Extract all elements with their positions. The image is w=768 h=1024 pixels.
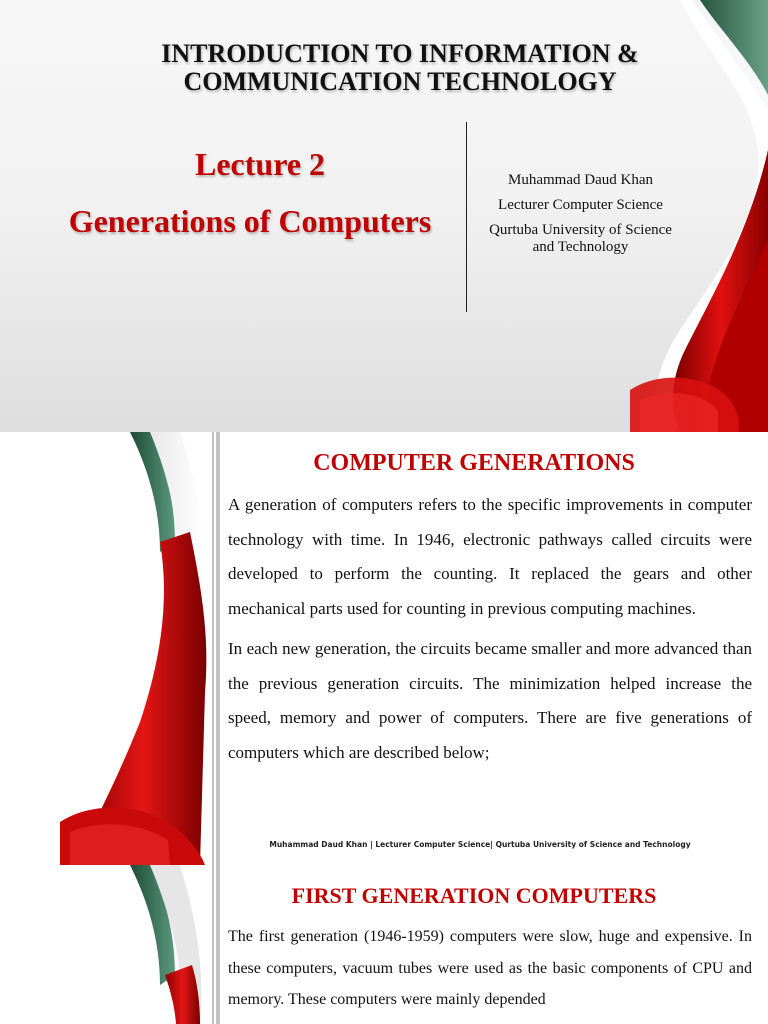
slide-heading: COMPUTER GENERATIONS bbox=[313, 450, 635, 476]
presentation-title bbox=[140, 40, 660, 96]
red-ribbon-decoration bbox=[0, 865, 220, 1024]
paragraph-1: A generation of computers refers to the specific improvements in computer technology with time. In 1946, electronic pathways called circuits were developed to perform the counting. It replaced the gears and other mechanical parts used for counting in previous computing machines. bbox=[228, 495, 752, 618]
vertical-divider bbox=[466, 122, 467, 312]
lecture-number: Lecture 2 bbox=[194, 146, 326, 182]
author-institution: Qurtuba University of Science and Technology bbox=[489, 222, 672, 255]
slide-footer: Muhammad Daud Khan | Lecturer Computer Science| Qurtuba University of Science and Technology bbox=[269, 840, 691, 849]
slide-heading: FIRST GENERATION COMPUTERS bbox=[291, 883, 657, 908]
slide-body bbox=[228, 921, 752, 1016]
content-slide-first-generation bbox=[0, 865, 768, 1024]
title-line-1: INTRODUCTION TO INFORMATION & bbox=[161, 39, 639, 68]
paragraph-1: The first generation (1946-1959) computers were slow, huge and expensive. In these computers, vacuum tubes were used as the basic components of CPU and memory. These computers were mainly depended bbox=[228, 928, 752, 1008]
author-role: Lecturer Computer Science bbox=[498, 197, 663, 213]
title-slide bbox=[0, 0, 768, 432]
content-slide-computer-generations bbox=[0, 432, 768, 865]
author-block bbox=[478, 172, 683, 264]
author-name: Muhammad Daud Khan bbox=[508, 172, 653, 188]
red-ribbon-decoration bbox=[0, 432, 220, 865]
title-line-2: COMMUNICATION TECHNOLOGY bbox=[183, 67, 617, 96]
lecture-subtitle: Generations of Computers bbox=[68, 203, 432, 239]
paragraph-2: In each new generation, the circuits became smaller and more advanced than the previous generation circuits. The minimization helped increase the speed, memory and power of computers. There are five generations of computers which are described below; bbox=[228, 639, 752, 762]
slide-body bbox=[228, 488, 752, 776]
